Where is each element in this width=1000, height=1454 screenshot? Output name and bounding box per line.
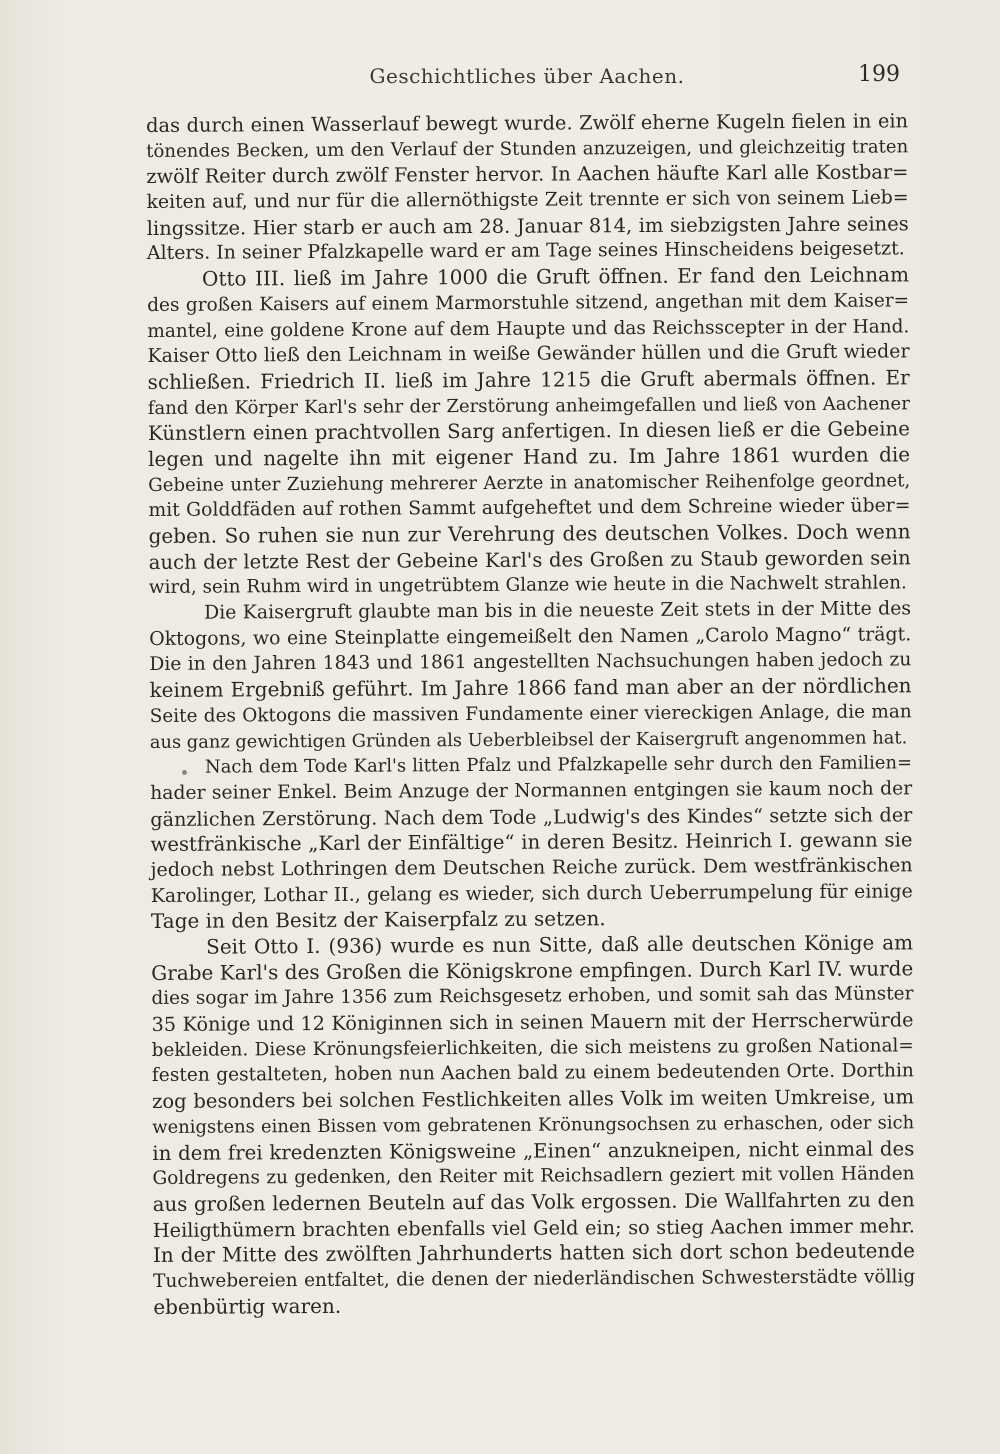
text-line: aus ganz gewichtigen Gründen als Ueberbleibsel der Kaisergruft angenommen hat. xyxy=(149,726,908,753)
text-line: Kaiser Otto ließ den Leichnam in weiße Gewänder hüllen und die Gruft wieder xyxy=(147,340,910,368)
text-line: Die in den Jahren 1843 und 1861 angestellten Nachsuchungen haben jedoch zu xyxy=(149,649,912,676)
text-line: Nach dem Tode Karl's litten Pfalz und Pfalzkapelle sehr durch den Familien= xyxy=(204,752,913,778)
text-line: Seit Otto I. (936) wurde es nun Sitte, daß alle deutschen Könige am xyxy=(206,930,914,959)
text-line: westfränkische „Karl der Einfältige“ in deren Besitz. Heinrich I. gewann sie xyxy=(150,828,913,857)
text-line: Oktogons, wo eine Steinplatte eingemeißelt den Namen „Carolo Magno“ trägt. xyxy=(149,623,912,650)
text-line: lingssitze. Hier starb er auch am 28. Januar 814, im siebzigsten Jahre seines xyxy=(146,212,909,240)
text-line: In der Mitte des zwölften Jahrhunderts hatten sich dort schon bedeutende xyxy=(152,1238,916,1268)
text-line: bekleiden. Diese Krönungsfeierlichkeiten, die sich meistens zu großen National= xyxy=(151,1035,914,1061)
text-line: ebenbürtig waren. xyxy=(153,1293,342,1319)
body-text xyxy=(146,108,915,1320)
text-line: keiten auf, und nur für die allernöthigste Zeit trennte er sich von seinem Lieb= xyxy=(146,187,909,214)
page-number: 199 xyxy=(858,62,900,87)
text-line: fand den Körper Karl's sehr der Zerstörung anheimgefallen und ließ von Aachener xyxy=(147,392,910,419)
text-line: gänzlichen Zerstörung. Nach dem Tode „Ludwig's des Kindes“ setzte sich der xyxy=(150,802,913,831)
text-line: Die Kaisergruft glaubte man bis in die neueste Zeit stets in der Mitte des xyxy=(203,597,912,624)
text-line: jedoch nebst Lothringen dem Deutschen Reiche zurück. Dem westfränkischen xyxy=(150,854,913,881)
text-line: Seite des Oktogons die massiven Fundamente einer viereckigen Anlage, die man xyxy=(149,701,912,727)
text-line: mit Golddfäden auf rothen Sammt aufgeheftet und dem Schreine wieder über= xyxy=(148,495,911,522)
text-line: keinem Ergebniß geführt. Im Jahre 1866 fand man aber an der nördlichen xyxy=(149,673,912,703)
text-line: in dem frei kredenzten Königsweine „Einen“ anzukneipen, nicht einmal des xyxy=(152,1136,915,1165)
text-line: Otto III. ließ im Jahre 1000 die Gruft öffnen. Er fand den Leichnam xyxy=(201,262,910,291)
text-line: wird, sein Ruhm wird in ungetrübtem Glanze wie heute in die Nachwelt strahlen. xyxy=(148,572,907,599)
text-line: schließen. Friedrich II. ließ im Jahre 1215 die Gruft abermals öffnen. Er xyxy=(147,365,910,394)
text-line: das durch einen Wasserlauf bewegt wurde. Zwölf eherne Kugeln fielen in ein xyxy=(146,109,909,137)
running-title: Geschichtliches über Aachen. xyxy=(369,64,685,88)
text-line: Heiligthümern brachten ebenfalls viel Geld ein; so stieg Aachen immer mehr. xyxy=(152,1213,915,1242)
text-line: Grabe Karl's des Großen die Königskrone empfingen. Durch Karl IV. wurde xyxy=(151,956,914,985)
text-line: Gebeine unter Zuziehung mehrerer Aerzte in anatomischer Reihenfolge geordnet, xyxy=(148,469,911,496)
text-line: dies sogar im Jahre 1356 zum Reichsgesetz erhoben, und somit sah das Münster xyxy=(151,983,914,1010)
text-line: Karolinger, Lothar II., gelang es wieder, sich durch Ueberrumpelung für einige xyxy=(150,879,913,907)
text-line: tönendes Becken, um den Verlauf der Stunden anzuzeigen, und gleichzeitig traten xyxy=(146,136,909,162)
text-line: auch der letzte Rest der Gebeine Karl's des Großen zu Staub geworden sein xyxy=(148,546,911,574)
text-line: Goldregens zu gedenken, den Reiter mit Reichsadlern geziert mit vollen Händen xyxy=(152,1163,915,1190)
text-line: Alters. In seiner Pfalzkapelle ward er am Tage seines Hinscheidens beigesetzt. xyxy=(146,237,905,265)
text-line: zog besonders bei solchen Festlichkeiten alles Volk im weiten Umkreise, um xyxy=(151,1085,915,1114)
text-line: des großen Kaisers auf einem Marmorstuhle sitzend, angethan mit dem Kaiser= xyxy=(147,290,910,316)
running-head xyxy=(146,62,908,92)
text-line: Künstlern einen prachtvollen Sarg anfertigen. In diesen ließ er die Gebeine xyxy=(147,417,911,446)
text-line: 35 Könige und 12 Königinnen sich in seinen Mauern mit der Herrscherwürde xyxy=(151,1008,914,1037)
text-line: zwölf Reiter durch zwölf Fenster hervor. In Aachen häufte Karl alle Kostbar= xyxy=(146,160,909,189)
text-line: wenigstens einen Bissen vom gebratenen Krönungsochsen zu erhaschen, oder sich xyxy=(152,1112,915,1138)
text-line: Tage in den Besitz der Kaiserpfalz zu setzen. xyxy=(150,906,606,934)
text-line: geben. So ruhen sie nun zur Verehrung des deutschen Volkes. Doch wenn xyxy=(148,519,911,548)
text-line: hader seiner Enkel. Beim Anzuge der Normannen entgingen sie kaum noch der xyxy=(150,778,913,804)
text-line: Tuchwebereien entfaltet, die denen der niederländischen Schwesterstädte völlig xyxy=(153,1266,916,1292)
text-line: mantel, eine goldene Krone auf dem Haupte und das Reichsscepter in der Hand. xyxy=(147,315,910,342)
text-line: aus großen ledernen Beuteln auf das Volk ergossen. Die Wallfahrten zu den xyxy=(152,1188,915,1216)
text-line: legen und nagelte ihn mit eigener Hand zu. Im Jahre 1861 wurden die xyxy=(148,442,911,471)
text-line: festen gestalteten, hoben nun Aachen bald zu einem bedeutenden Orte. Dorthin xyxy=(151,1060,914,1087)
